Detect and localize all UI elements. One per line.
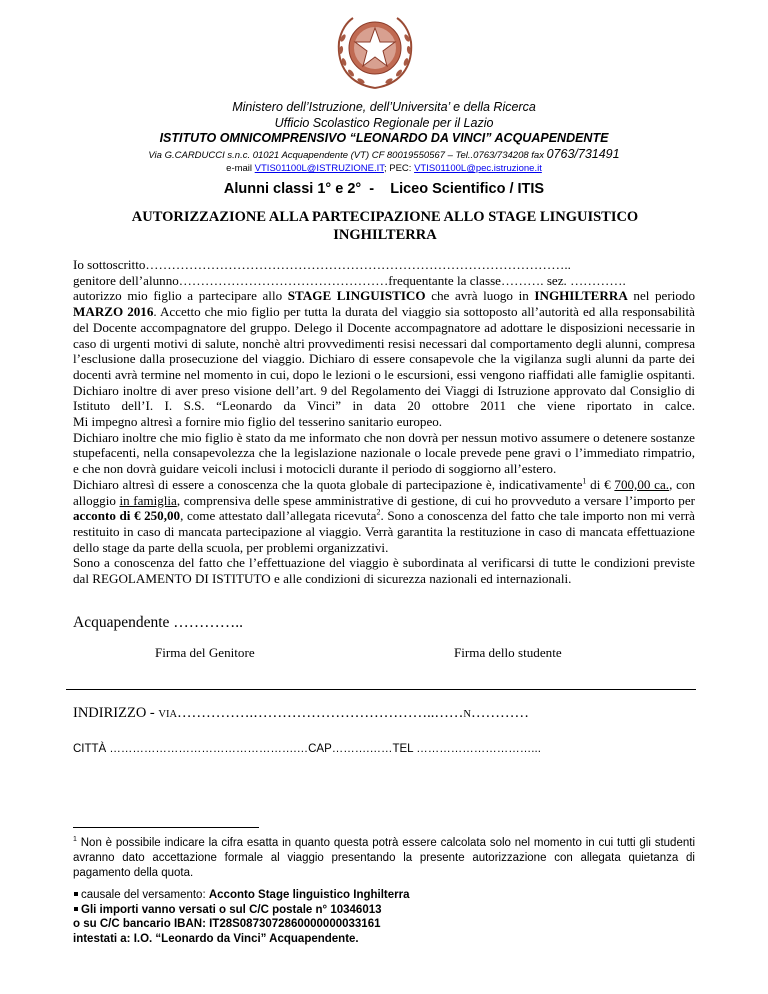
- authorization-text: [73, 257, 695, 587]
- pec-link[interactable]: VTIS01100L@pec.istruzione.it: [414, 163, 542, 174]
- payment-info: [73, 888, 410, 947]
- institute-address: Via G.CARDUCCI s.n.c. 01021 Acquapendente (VT) CF 80019550567 – Tel..0763/734208 fax 0763/731491: [148, 147, 620, 161]
- document-title: AUTORIZZAZIONE ALLA PARTECIPAZIONE ALLO STAGE LINGUISTICO INGHILTERRA: [131, 209, 639, 243]
- fax-number: 0763/731491: [546, 147, 620, 161]
- payment-iban: o su C/C bancario IBAN: IT28S0873072860000000033161: [73, 918, 381, 931]
- signer-name-line: Io sottoscritto……………………………………………………………………………………..: [73, 257, 571, 272]
- payment-postal-account: Gli importi vanno versati o sul C/C postale n° 10346013: [73, 903, 410, 918]
- regional-office-line: Ufficio Scolastico Regionale per il Lazio: [274, 116, 494, 130]
- student-class-line: genitore dell’alunno…………………………………………frequentante la classe………. sez. ………….: [73, 272, 626, 288]
- student-signature-label: Firma dello studente: [454, 645, 562, 660]
- place-date-field[interactable]: Acquapendente …………..: [73, 614, 244, 631]
- payment-beneficiary: intestati a: I.O. “Leonardo da Vinci” Acquapendente.: [73, 933, 359, 946]
- paragraph-conduct: Dichiaro inoltre che mio figlio è stato da me informato che non dovrà per nessun motivo assumere o detenere sostanze stupefacenti, nella consapevolezza che la legislazione nazionale o locale prevede pene gravi o l’immediato rimpatrio, e che non dovrà guidare veicoli inclusi i motocicli durante il periodo di soggiorno all’estero.: [73, 429, 695, 477]
- parent-signature-label: Firma del Genitore: [155, 645, 255, 660]
- payment-reason: causale del versamento: Acconto Stage linguistico Inghilterra: [73, 888, 410, 903]
- divider: [66, 689, 696, 690]
- paragraph-fee: Dichiaro altresì di essere a conoscenza che la quota globale di partecipazione è, indicativamente$^1$ di € 700,00 ca., con alloggio in famiglia, comprensiva delle spese amministrative di gestione, di cui ho provveduto a versare l’importo per acconto di € 250,00, come attestato dall’allegata ricevuta$^2$. Sono a conoscenza del fatto che tale importo non mi verrà restituito in caso di mancata partecipazione al viaggio. Verrà garantita la restituzione in caso di mancata effettuazione dello stage da parte della scuola, per problemi organizzativi.: [73, 476, 696, 555]
- paragraph-consent: autorizzo mio figlio a partecipare allo STAGE LINGUISTICO che avrà luogo in INGHILTERRA nel periodo MARZO 2016. Accetto che mio figlio per tutta la durata del viaggio sia sottoposto all’autorità ed alla responsabilità del Docente accompagnatore del gruppo. Delego il Docente accompagnatore ad adottare le disposizioni necessarie in caso di urgenti motivi di salute, nonchè altri provvedimenti resisi necessari dal comportamento degli alunni, compresa l’esclusione dalla prosecuzione del viaggio. Dichiaro di essere consapevole che la vigilanza sugli alunni da parte dei docenti avrà termine nel momento in cui, dopo le lezioni o le escursioni, essi vengono riaffidati alle famiglie ospitanti. Dichiaro inoltre di aver preso visione dell’art. 9 del Regolamento dei Viaggi di Istruzione approvato dal Consiglio di Istituto dell’I. I. S.S. “Leonardo da Vinci” in data 20 ottobre 2011 che viene riportato in calce.: [73, 288, 696, 414]
- institute-name: ISTITUTO OMNICOMPRENSIVO “LEONARDO DA VINCI” ACQUAPENDENTE: [159, 131, 609, 145]
- city-cap-tel-field[interactable]: CITTÀ ………………………………………….…CAP……….……TEL …………………………...: [73, 743, 541, 755]
- footnote: $^1$ Non è possibile indicare la cifra esatta in quanto questa potrà essere calcolata solo nel momento in cui tutti gli studenti avranno dato accettazione formale al viaggio presentando la presente autorizzazione con allegata quietanza di pagamento della quota.: [73, 836, 695, 879]
- document-subtitle: Alunni classi 1° e 2° - Liceo Scientifico / ITIS: [223, 181, 545, 197]
- email-link[interactable]: VTIS01100L@ISTRUZIONE.IT: [254, 163, 384, 174]
- bullet-square-icon: [74, 907, 78, 911]
- paragraph-health-card: Mi impegno altresì a fornire mio figlio del tesserino sanitario europeo.: [73, 414, 443, 430]
- footnote-divider: [73, 827, 259, 828]
- contact-line: e-mail VTIS01100L@ISTRUZIONE.IT; PEC: VTIS01100L@pec.istruzione.it: [226, 163, 542, 174]
- address-field[interactable]: INDIRIZZO - VIA…………….………………………………..……N…………: [73, 705, 530, 721]
- paragraph-regulation: Sono a conoscenza del fatto che l’effettuazione del viaggio è subordinata al verificarsi di tutte le condizioni previste dal REGOLAMENTO DI ISTITUTO e alle condizioni di sicurezza nazionali ed internazionali.: [73, 555, 695, 587]
- ministry-line: Ministero dell’Istruzione, dell’Universita’ e della Ricerca: [232, 100, 536, 114]
- bullet-square-icon: [74, 892, 78, 896]
- republic-emblem-icon: [329, 8, 421, 92]
